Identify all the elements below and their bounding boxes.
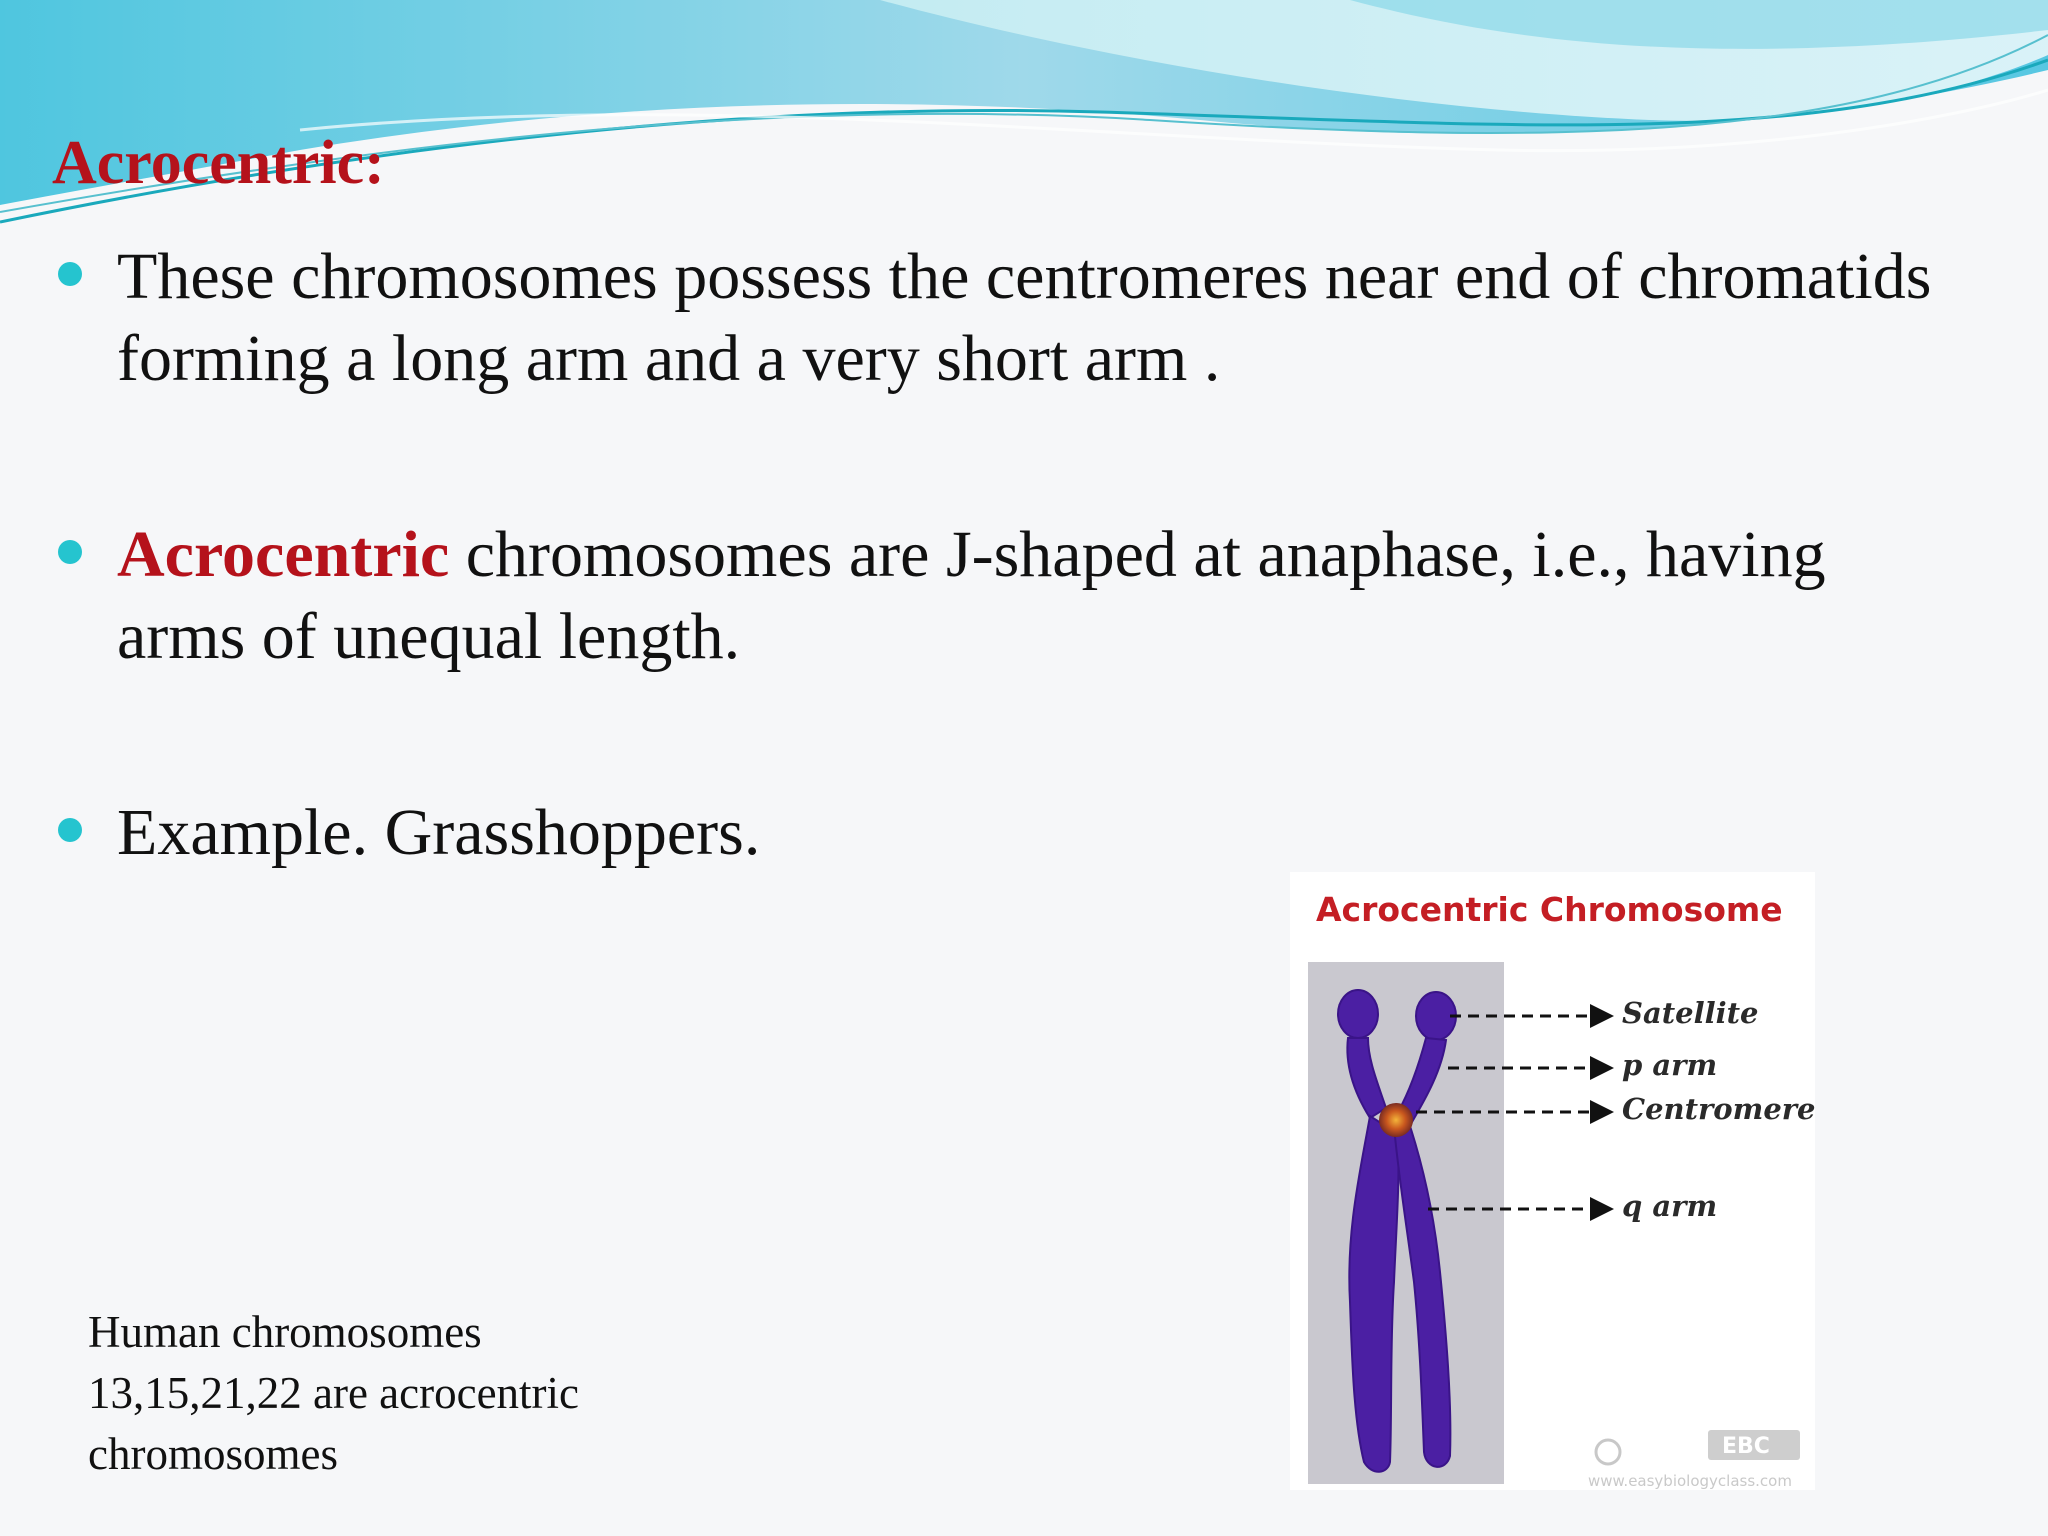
ebc-logo-icon	[1596, 1430, 1800, 1464]
chromosome-figure	[1290, 872, 1815, 1490]
figure-title: Acrocentric Chromosome	[1316, 890, 1783, 929]
bullet-text: These chromosomes possess the centromeres near end of chromatids forming a long arm and a very short arm .	[117, 240, 1932, 395]
centromere-mark	[1379, 1103, 1413, 1137]
bullet-dot-icon	[58, 262, 82, 286]
note-line: 13,15,21,22 are acrocentric	[88, 1368, 580, 1418]
label-centromere: Centromere	[1622, 1092, 1816, 1126]
bullet-text: Example. Grasshoppers.	[117, 796, 761, 869]
watermark-text: www.easybiologyclass.com	[1588, 1472, 1792, 1490]
highlight-term: Acrocentric	[117, 518, 450, 591]
human-chromosomes-note	[88, 1302, 688, 1485]
slide-title: Acrocentric:	[52, 129, 385, 197]
bullet-dot-icon	[58, 818, 82, 842]
logo-text: EBC	[1722, 1434, 1770, 1459]
bullet-text	[117, 514, 1937, 678]
chromosome-diagram	[1290, 872, 1815, 1490]
bullet-text-rest: chromosomes are J-shaped at anaphase, i.e., having arms of unequal length.	[117, 518, 1826, 673]
note-line: chromosomes	[88, 1429, 338, 1479]
bullet-dot-icon	[58, 540, 82, 564]
label-satellite: Satellite	[1622, 996, 1759, 1030]
label-p-arm: p arm	[1622, 1048, 1718, 1082]
note-line: Human chromosomes	[88, 1307, 482, 1357]
label-q-arm: q arm	[1622, 1189, 1718, 1223]
